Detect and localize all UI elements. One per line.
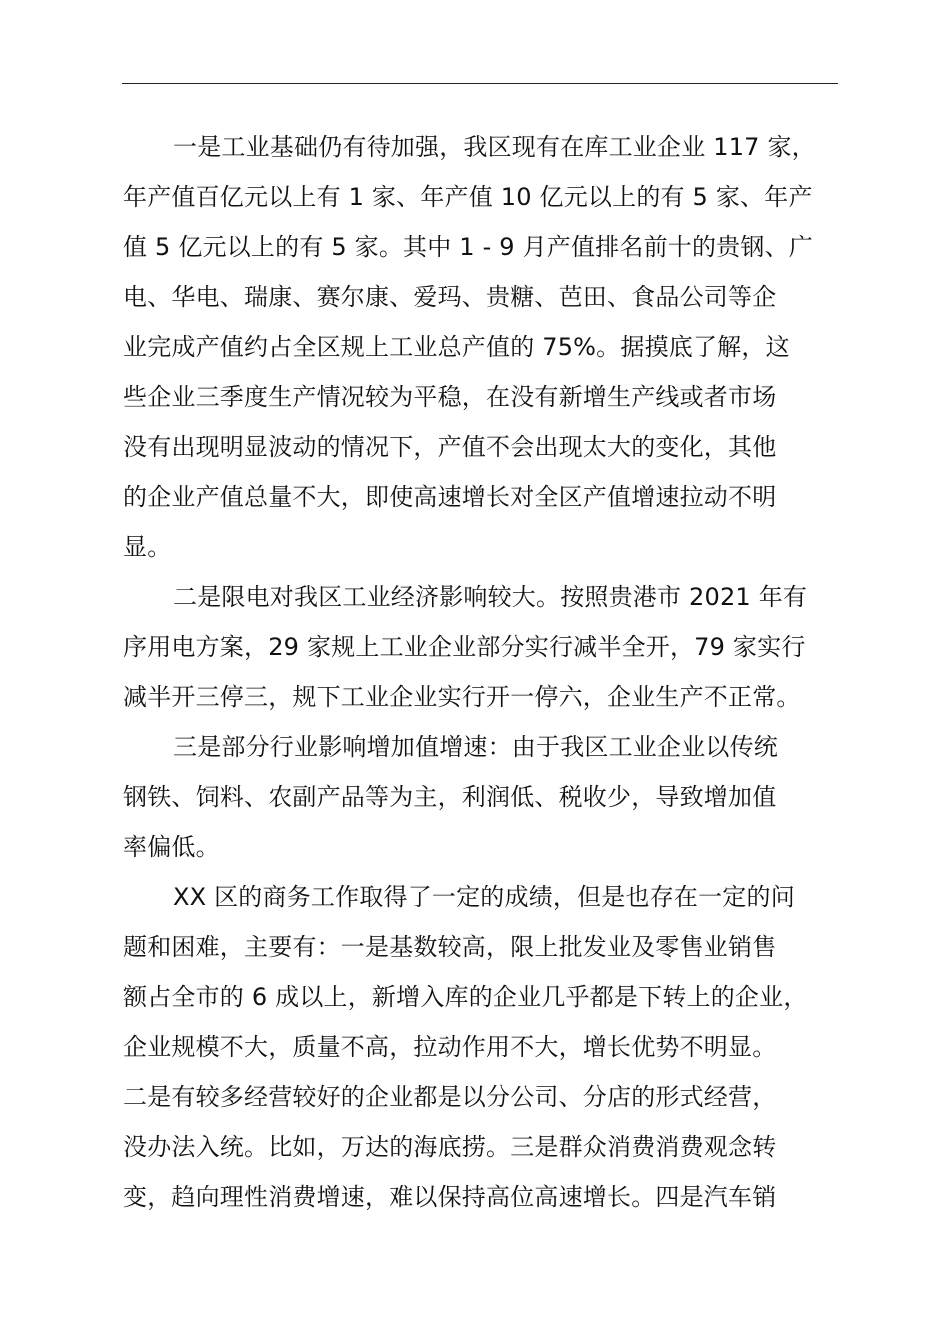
text-line: 二是有较多经营较好的企业都是以分公司、分店的形式经营，	[123, 1083, 777, 1111]
body-text	[123, 122, 863, 1222]
text-line: 业完成产值约占全区规上工业总产值的 75%。据摸底了解，这	[123, 333, 790, 361]
text-line: 的企业产值总量不大，即使高速增长对全区产值增速拉动不明	[123, 483, 777, 511]
text-line: 企业规模不大，质量不高，拉动作用不大，增长优势不明显。	[123, 1033, 777, 1061]
text-line: 减半开三停三，规下工业企业实行开一停六，企业生产不正常。	[123, 683, 801, 711]
text-line: 序用电方案，29 家规上工业企业部分实行减半全开，79 家实行	[123, 633, 806, 661]
text-line: 变，趋向理性消费增速，难以保持高位高速增长。四是汽车销	[123, 1183, 777, 1211]
text-line: 钢铁、饲料、农副产品等为主，利润低、税收少，导致增加值	[123, 783, 777, 811]
text-line: XX 区的商务工作取得了一定的成绩，但是也存在一定的问	[173, 883, 795, 911]
paragraph-commerce	[123, 872, 863, 1222]
text-line: 率偏低。	[123, 833, 220, 861]
text-line: 电、华电、瑞康、赛尔康、爱玛、贵糖、芭田、食品公司等企	[123, 283, 777, 311]
text-line: 值 5 亿元以上的有 5 家。其中 1 - 9 月产值排名前十的贵钢、广	[123, 233, 813, 261]
text-line: 二是限电对我区工业经济影响较大。按照贵港市 2021 年有	[173, 583, 808, 611]
text-line: 些企业三季度生产情况较为平稳，在没有新增生产线或者市场	[123, 383, 777, 411]
text-line: 一是工业基础仍有待加强，我区现有在库工业企业 117 家，	[173, 133, 816, 161]
text-line: 没办法入统。比如，万达的海底捞。三是群众消费消费观念转	[123, 1133, 777, 1161]
text-line: 年产值百亿元以上有 1 家、年产值 10 亿元以上的有 5 家、年产	[123, 183, 813, 211]
header-rule	[122, 83, 838, 84]
paragraph-industry-impact	[123, 722, 863, 872]
text-line: 没有出现明显波动的情况下，产值不会出现太大的变化，其他	[123, 433, 777, 461]
text-line: 三是部分行业影响增加值增速：由于我区工业企业以传统	[173, 733, 778, 761]
text-line: 额占全市的 6 成以上，新增入库的企业几乎都是下转上的企业，	[123, 983, 808, 1011]
text-line: 题和困难，主要有：一是基数较高，限上批发业及零售业销售	[123, 933, 777, 961]
paragraph-industrial-base	[123, 122, 863, 572]
paragraph-power-limit	[123, 572, 863, 722]
text-line: 显。	[123, 533, 172, 561]
